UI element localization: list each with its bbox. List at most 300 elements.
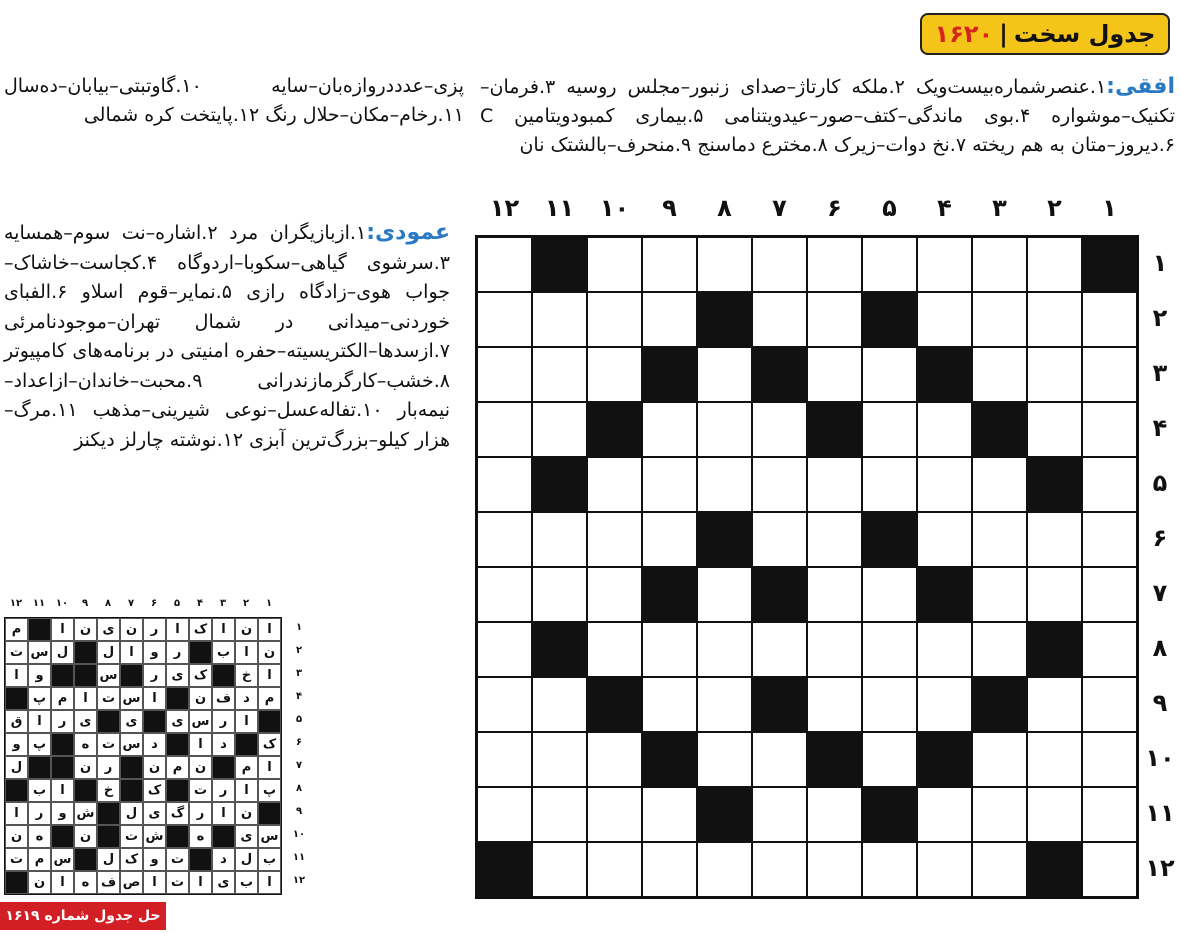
solution-cell: ن — [143, 756, 166, 779]
grid-cell[interactable] — [587, 457, 642, 512]
solution-black-cell — [189, 848, 212, 871]
grid-cell[interactable] — [642, 237, 697, 292]
solution-cell: خ — [235, 664, 258, 687]
black-cell — [697, 512, 752, 567]
solution-cell: ل — [5, 756, 28, 779]
column-number: ۹ — [662, 194, 677, 222]
solution-cell: و — [143, 641, 166, 664]
black-cell — [752, 567, 807, 622]
column-number: ۶ — [827, 194, 842, 222]
solution-black-cell — [143, 710, 166, 733]
grid-cell[interactable] — [1082, 677, 1137, 732]
solution-row-number: ۷ — [295, 760, 303, 771]
grid-cell[interactable] — [972, 842, 1027, 897]
solution-row-number: ۸ — [295, 783, 303, 794]
column-number: ۵ — [882, 194, 897, 222]
grid-cell[interactable] — [752, 622, 807, 677]
grid-cell[interactable] — [917, 787, 972, 842]
grid-cell[interactable] — [1027, 237, 1082, 292]
grid-cell[interactable] — [532, 512, 587, 567]
column-number: ۸ — [717, 194, 732, 222]
grid-cell[interactable] — [532, 402, 587, 457]
grid-cell[interactable] — [862, 842, 917, 897]
solution-cell: ر — [212, 779, 235, 802]
grid-cell[interactable] — [1027, 292, 1082, 347]
black-cell — [917, 347, 972, 402]
solution-cell: س — [258, 825, 281, 848]
solution-cell: ب — [28, 779, 51, 802]
solution-column-number: ۲ — [242, 598, 250, 609]
grid-cell[interactable] — [642, 457, 697, 512]
solution-row-number: ۲ — [295, 645, 303, 656]
solution-cell: ی — [212, 871, 235, 894]
grid-cell[interactable] — [972, 567, 1027, 622]
solution-row-number: ۱۰ — [292, 829, 306, 840]
solution-cell: ی — [166, 664, 189, 687]
black-cell — [917, 732, 972, 787]
grid-cell[interactable] — [477, 787, 532, 842]
grid-cell[interactable] — [972, 622, 1027, 677]
grid-cell[interactable] — [532, 787, 587, 842]
grid-cell[interactable] — [1027, 347, 1082, 402]
grid-cell[interactable] — [972, 292, 1027, 347]
solution-cell: م — [235, 756, 258, 779]
grid-cell[interactable] — [862, 677, 917, 732]
solution-cell: ک — [143, 779, 166, 802]
solution-black-cell — [74, 848, 97, 871]
solution-row-number: ۳ — [295, 668, 303, 679]
grid-cell[interactable] — [587, 237, 642, 292]
solution-cell: ل — [235, 848, 258, 871]
black-cell — [532, 457, 587, 512]
grid-cell[interactable] — [917, 292, 972, 347]
grid-cell[interactable] — [1082, 622, 1137, 677]
solution-cell: ا — [51, 871, 74, 894]
solution-cell: ه — [74, 871, 97, 894]
grid-cell[interactable] — [1082, 787, 1137, 842]
solution-cell: ا — [166, 618, 189, 641]
solution-cell: ا — [212, 802, 235, 825]
grid-cell[interactable] — [862, 347, 917, 402]
solution-cell: ف — [97, 871, 120, 894]
solution-cell: پ — [28, 733, 51, 756]
solution-column-number: ۸ — [104, 598, 112, 609]
solution-cell: و — [143, 848, 166, 871]
grid-cell[interactable] — [807, 677, 862, 732]
grid-cell[interactable] — [972, 512, 1027, 567]
grid-cell[interactable] — [477, 512, 532, 567]
grid-cell[interactable] — [642, 787, 697, 842]
grid-cell[interactable] — [642, 842, 697, 897]
solution-cell: ش — [74, 802, 97, 825]
grid-cell[interactable] — [1027, 402, 1082, 457]
solution-black-cell — [166, 825, 189, 848]
grid-cell[interactable] — [587, 842, 642, 897]
solution-cell: ب — [235, 871, 258, 894]
grid-cell[interactable] — [477, 567, 532, 622]
solution-cell: ن — [120, 618, 143, 641]
black-cell — [972, 677, 1027, 732]
grid-cell[interactable] — [752, 457, 807, 512]
solution-cell: د — [212, 733, 235, 756]
grid-cell[interactable] — [1082, 292, 1137, 347]
grid-cell[interactable] — [697, 237, 752, 292]
solution-column-number: ۳ — [219, 598, 227, 609]
solution-cell: س — [120, 687, 143, 710]
solution-black-cell — [28, 756, 51, 779]
grid-cell[interactable] — [807, 237, 862, 292]
solution-cell: ل — [97, 641, 120, 664]
grid-cell[interactable] — [697, 567, 752, 622]
solution-cell: ا — [143, 687, 166, 710]
solution-cell: ا — [258, 664, 281, 687]
solution-black-cell — [189, 641, 212, 664]
solution-cell: ا — [189, 871, 212, 894]
grid-cell[interactable] — [1082, 842, 1137, 897]
black-cell — [532, 237, 587, 292]
solution-cell: ا — [28, 710, 51, 733]
grid-cell[interactable] — [862, 402, 917, 457]
grid-cell[interactable] — [752, 237, 807, 292]
solution-cell: ی — [143, 802, 166, 825]
solution-column-number: ۷ — [127, 598, 135, 609]
solution-cell: ل — [51, 641, 74, 664]
solution-cell: م — [28, 848, 51, 871]
solution-cell: ک — [189, 664, 212, 687]
black-cell — [752, 347, 807, 402]
grid-cell[interactable] — [587, 622, 642, 677]
column-number: ۱ — [1102, 194, 1117, 222]
solution-cell: د — [212, 848, 235, 871]
grid-cell[interactable] — [1082, 732, 1137, 787]
grid-cell[interactable] — [477, 732, 532, 787]
grid-cell[interactable] — [917, 457, 972, 512]
black-cell — [1027, 622, 1082, 677]
grid-cell[interactable] — [1027, 787, 1082, 842]
across-clues-text-continued: پزی–عدددروازه‌بان–سایه ۱۰.گاوتبتی–بیابان–ده‌سال ۱۱.رخام–مکان–حلال رنگ ۱۲.پایتخت کره شمالی — [4, 75, 464, 126]
column-number: ۷ — [772, 194, 787, 222]
title-separator: | — [999, 20, 1008, 48]
grid-cell[interactable] — [477, 677, 532, 732]
grid-cell[interactable] — [697, 347, 752, 402]
grid-cell[interactable] — [917, 677, 972, 732]
grid-cell[interactable] — [642, 677, 697, 732]
grid-cell[interactable] — [477, 402, 532, 457]
grid-cell[interactable] — [532, 677, 587, 732]
solution-cell: ا — [235, 710, 258, 733]
puzzle-title-badge — [920, 13, 1170, 55]
solution-black-cell — [166, 779, 189, 802]
solution-cell: ا — [143, 871, 166, 894]
solution-cell: ت — [189, 779, 212, 802]
solution-black-cell — [120, 756, 143, 779]
grid-cell[interactable] — [917, 842, 972, 897]
grid-cell[interactable] — [532, 732, 587, 787]
solution-column-number: ۶ — [150, 598, 158, 609]
grid-cell[interactable] — [697, 402, 752, 457]
grid-cell[interactable] — [807, 567, 862, 622]
solution-cell: ن — [235, 802, 258, 825]
grid-cell[interactable] — [477, 622, 532, 677]
black-cell — [477, 842, 532, 897]
row-number: ۱ — [1152, 249, 1168, 277]
grid-cell[interactable] — [752, 512, 807, 567]
solution-cell: ک — [120, 848, 143, 871]
grid-cell[interactable] — [862, 732, 917, 787]
solution-black-cell — [258, 710, 281, 733]
solution-cell: و — [51, 802, 74, 825]
column-number: ۱۱ — [544, 194, 575, 222]
grid-cell[interactable] — [752, 787, 807, 842]
grid-cell[interactable] — [642, 622, 697, 677]
grid-cell[interactable] — [1082, 567, 1137, 622]
across-clues — [480, 72, 1175, 160]
grid-cell[interactable] — [587, 347, 642, 402]
solution-column-number: ۱۱ — [32, 598, 46, 609]
grid-cell[interactable] — [972, 347, 1027, 402]
solution-cell: س — [97, 664, 120, 687]
grid-cell[interactable] — [807, 292, 862, 347]
black-cell — [862, 292, 917, 347]
down-clues — [4, 218, 450, 455]
solution-cell: ا — [120, 641, 143, 664]
grid-cell[interactable] — [532, 347, 587, 402]
solution-cell: ر — [97, 756, 120, 779]
black-cell — [532, 622, 587, 677]
grid-cell[interactable] — [752, 842, 807, 897]
solution-cell: ت — [120, 825, 143, 848]
solution-black-cell — [51, 664, 74, 687]
solution-column-number: ۹ — [81, 598, 89, 609]
black-cell — [972, 402, 1027, 457]
solution-cell: م — [166, 756, 189, 779]
grid-cell[interactable] — [807, 457, 862, 512]
row-number: ۱۱ — [1145, 799, 1175, 827]
black-cell — [807, 732, 862, 787]
black-cell — [1027, 842, 1082, 897]
solution-column-number: ۱۰ — [55, 598, 69, 609]
grid-cell[interactable] — [862, 622, 917, 677]
grid-cell[interactable] — [477, 457, 532, 512]
solution-black-cell — [166, 687, 189, 710]
grid-cell[interactable] — [477, 347, 532, 402]
solution-cell: ا — [235, 641, 258, 664]
across-clues-text: ۱.عنصرشماره‌بیست‌ویک ۲.ملکه کارتاژ–صدای زنبور–مجلس روسیه ۳.فرمان–تکنیک–موشواره ۴.بوی ماندگی–کتف–صور–عیدویتنامی ۵.بیماری کمبودویتامین C ۶.دیروز–متان به هم ریخته ۷.نخ دوات–زیرک ۸.مخترع دماسنج ۹.منحرف–بالشتک نان — [480, 76, 1175, 156]
solution-cell: پ — [258, 779, 281, 802]
solution-black-cell — [74, 641, 97, 664]
solution-cell: ل — [120, 802, 143, 825]
solution-cell: ا — [258, 756, 281, 779]
puzzle-number: ۱۶۲۰ — [934, 20, 994, 48]
column-number: ۳ — [992, 194, 1007, 222]
solution-cell: د — [143, 733, 166, 756]
grid-cell[interactable] — [1027, 677, 1082, 732]
solution-cell: ب — [212, 641, 235, 664]
solution-cell: ب — [258, 848, 281, 871]
black-cell — [862, 512, 917, 567]
solution-black-cell — [74, 779, 97, 802]
grid-cell[interactable] — [1082, 457, 1137, 512]
black-cell — [697, 787, 752, 842]
grid-cell[interactable] — [532, 292, 587, 347]
grid-cell[interactable] — [972, 237, 1027, 292]
grid-cell[interactable] — [477, 237, 532, 292]
grid-cell[interactable] — [587, 732, 642, 787]
down-clues-text: ۱.ازبازیگران مرد ۲.اشاره–نت سوم–همسایه ۳.سرشوی گیاهی–سکوبا–اردوگاه ۴.کجاست–خاشاک–جواب هوی–زادگاه رازی ۵.نمایر–قوم اسلاو ۶.الفبای خوردنی–میدانی در شمال تهران–موجودنامرئی ۷.ازسدها–الکتریسیته–حفره امنیتی در برنامه‌های کامپیوتر ۸.خشب–کارگرمازندرانی ۹.محبت–خاندان–ازاعداد–نیمه‌بار ۱۰.تفاله‌عسل–نوعی شیرینی–مذهب ۱۱.مرگ–هزار کیلو–بزرگ‌ترین آبزی ۱۲.نوشته چارلز دیکنز — [4, 222, 451, 451]
solution-cell: ن — [5, 825, 28, 848]
solution-black-cell — [212, 664, 235, 687]
row-number: ۸ — [1152, 634, 1168, 662]
solution-row-number: ۱ — [295, 622, 303, 633]
grid-cell[interactable] — [697, 677, 752, 732]
grid-cell[interactable] — [807, 347, 862, 402]
solution-cell: ه — [74, 733, 97, 756]
grid-cell[interactable] — [587, 292, 642, 347]
solution-cell: ت — [166, 848, 189, 871]
solution-cell: م — [5, 618, 28, 641]
solution-grid — [4, 617, 282, 895]
solution-cell: ی — [97, 618, 120, 641]
grid-cell[interactable] — [1027, 512, 1082, 567]
solution-cell: ر — [28, 802, 51, 825]
solution-cell: س — [51, 848, 74, 871]
grid-cell[interactable] — [917, 512, 972, 567]
solution-cell: س — [189, 710, 212, 733]
grid-cell[interactable] — [697, 622, 752, 677]
column-number: ۲ — [1047, 194, 1062, 222]
grid-cell[interactable] — [1082, 512, 1137, 567]
solution-cell: ر — [143, 618, 166, 641]
solution-cell: ا — [51, 618, 74, 641]
grid-cell[interactable] — [642, 512, 697, 567]
black-cell — [642, 732, 697, 787]
solution-black-cell — [5, 687, 28, 710]
grid-cell[interactable] — [697, 732, 752, 787]
solution-black-cell — [97, 825, 120, 848]
solution-row-number: ۱۱ — [292, 852, 306, 863]
grid-cell[interactable] — [1027, 567, 1082, 622]
solution-cell: ا — [5, 802, 28, 825]
solution-cell: ت — [97, 687, 120, 710]
solution-cell: ن — [258, 641, 281, 664]
grid-cell[interactable] — [862, 457, 917, 512]
across-heading: افقی: — [1106, 74, 1175, 99]
grid-cell[interactable] — [587, 567, 642, 622]
grid-cell[interactable] — [807, 842, 862, 897]
row-number: ۱۲ — [1145, 854, 1175, 882]
solution-cell: ا — [5, 664, 28, 687]
solution-cell: ک — [258, 733, 281, 756]
grid-cell[interactable] — [862, 237, 917, 292]
grid-cell[interactable] — [807, 512, 862, 567]
black-cell — [697, 292, 752, 347]
solution-cell: ر — [212, 710, 235, 733]
solution-cell: ی — [235, 825, 258, 848]
grid-cell[interactable] — [917, 622, 972, 677]
grid-cell[interactable] — [477, 292, 532, 347]
grid-cell[interactable] — [972, 732, 1027, 787]
grid-cell[interactable] — [917, 237, 972, 292]
solution-cell: ن — [74, 825, 97, 848]
solution-label: حل جدول شماره ۱۶۱۹ — [0, 902, 166, 930]
solution-cell: ک — [189, 618, 212, 641]
grid-cell[interactable] — [1082, 347, 1137, 402]
solution-cell: پ — [28, 687, 51, 710]
grid-cell[interactable] — [642, 402, 697, 457]
black-cell — [752, 677, 807, 732]
solution-cell: ا — [258, 871, 281, 894]
solution-column-number: ۱۲ — [9, 598, 23, 609]
grid-cell[interactable] — [697, 842, 752, 897]
solution-cell: د — [235, 687, 258, 710]
row-number: ۵ — [1152, 469, 1168, 497]
black-cell — [807, 402, 862, 457]
black-cell — [917, 567, 972, 622]
row-number: ۴ — [1152, 414, 1168, 442]
black-cell — [862, 787, 917, 842]
solution-black-cell — [97, 802, 120, 825]
black-cell — [642, 567, 697, 622]
grid-cell[interactable] — [752, 732, 807, 787]
grid-cell[interactable] — [1027, 732, 1082, 787]
grid-cell[interactable] — [642, 292, 697, 347]
grid-cell[interactable] — [972, 457, 1027, 512]
solution-black-cell — [97, 710, 120, 733]
row-number: ۶ — [1152, 524, 1168, 552]
grid-cell[interactable] — [752, 292, 807, 347]
grid-cell[interactable] — [532, 842, 587, 897]
grid-cell[interactable] — [862, 567, 917, 622]
solution-cell: ا — [51, 779, 74, 802]
solution-black-cell — [120, 779, 143, 802]
solution-cell: ت — [97, 733, 120, 756]
grid-cell[interactable] — [532, 567, 587, 622]
column-number: ۱۰ — [599, 194, 630, 222]
solution-cell: ی — [120, 710, 143, 733]
grid-cell[interactable] — [1082, 402, 1137, 457]
grid-cell[interactable] — [807, 622, 862, 677]
grid-cell[interactable] — [972, 787, 1027, 842]
solution-black-cell — [28, 618, 51, 641]
solution-cell: ش — [143, 825, 166, 848]
grid-cell[interactable] — [917, 402, 972, 457]
solution-cell: ن — [74, 618, 97, 641]
grid-cell[interactable] — [697, 457, 752, 512]
solution-column-number: ۴ — [196, 598, 204, 609]
solution-cell: س — [120, 733, 143, 756]
solution-black-cell — [74, 664, 97, 687]
down-heading: عمودی: — [366, 220, 451, 245]
solution-cell: ل — [97, 848, 120, 871]
grid-cell[interactable] — [587, 787, 642, 842]
row-number: ۹ — [1152, 689, 1168, 717]
solution-cell: ا — [212, 618, 235, 641]
solution-row-number: ۵ — [295, 714, 303, 725]
solution-row-number: ۹ — [295, 806, 303, 817]
solution-cell: ی — [74, 710, 97, 733]
row-number: ۳ — [1152, 359, 1168, 387]
solution-cell: م — [51, 687, 74, 710]
grid-cell[interactable] — [752, 402, 807, 457]
solution-cell: ن — [189, 687, 212, 710]
solution-cell: ف — [212, 687, 235, 710]
crossword-grid[interactable] — [475, 235, 1139, 899]
solution-black-cell — [5, 779, 28, 802]
grid-cell[interactable] — [807, 787, 862, 842]
grid-cell[interactable] — [587, 512, 642, 567]
black-cell — [642, 347, 697, 402]
column-number: ۱۲ — [489, 194, 520, 222]
